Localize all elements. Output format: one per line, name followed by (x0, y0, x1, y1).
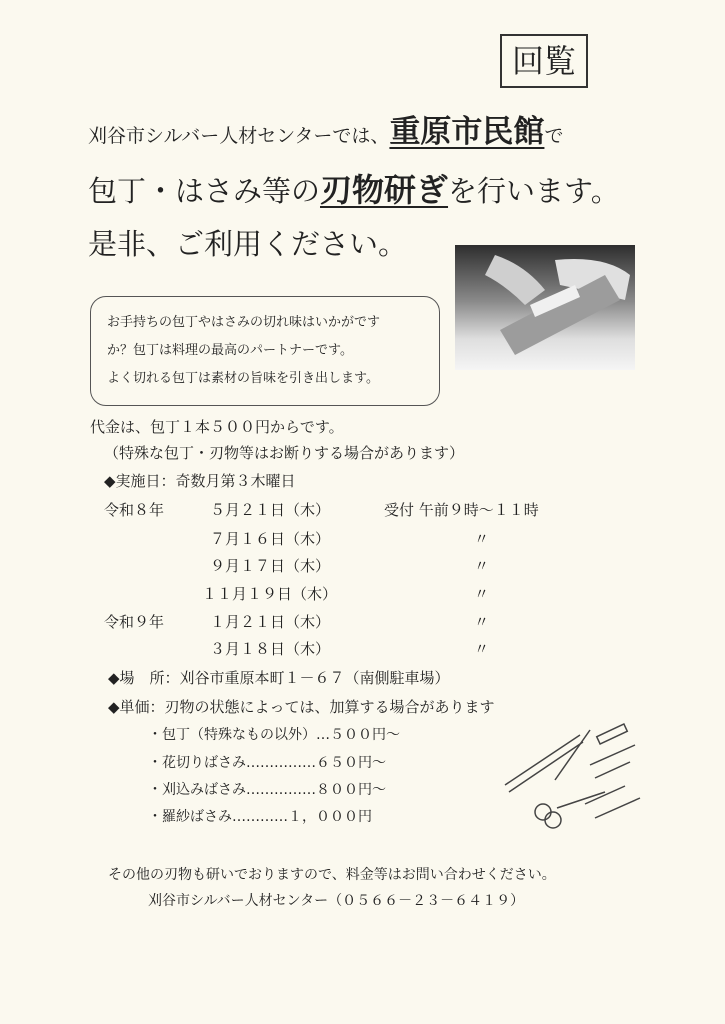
tools-illustration (495, 720, 645, 835)
schedule-reception: 受付 午前９時～１１時 (384, 501, 539, 519)
knife-sharpening-photo (455, 245, 635, 370)
price-item: ・刈込みばさみ……………８００円～ (148, 782, 386, 798)
message-line-1: お手持ちの包丁やはさみの切れ味はいかがです (107, 315, 381, 330)
base-price: 代金は、包丁１本５００円からです。 (90, 418, 344, 436)
footer-contact: 刈谷市シルバー人材センター（０５６６－２３－６４１９） (148, 893, 525, 909)
intro-line-2-prefix: 包丁・はさみ等の (88, 174, 321, 208)
price-item: ・包丁（特殊なもの以外）…５００円～ (148, 727, 400, 743)
schedule-reception: 〃 (474, 585, 490, 603)
intro-line-2 (88, 168, 620, 213)
schedule-date: ５月２１日（木） (210, 501, 331, 519)
intro-line-3: 是非、ご利用ください。 (88, 227, 408, 261)
schedule-date: ３月１８日（木） (210, 640, 331, 658)
footer-inquiry: その他の刃物も研いでおりますので、料金等はお問い合わせください。 (108, 867, 556, 883)
message-box (90, 296, 440, 406)
venue-name: 重原市民館 (389, 114, 545, 150)
circulate-stamp: 回覧 (500, 34, 588, 88)
intro-line-1-suffix: で (544, 125, 564, 147)
schedule-era: 令和８年 (104, 501, 165, 519)
schedule-heading: ◆実施日：奇数月第３木曜日 (104, 472, 296, 490)
intro-line-1-prefix: 刈谷市シルバー人材センターでは、 (88, 125, 390, 147)
message-line-3: よく切れる包丁は素材の旨味を引き出します。 (107, 371, 379, 386)
schedule-date: １１月１９日（木） (202, 585, 338, 603)
schedule-date: １月２１日（木） (210, 613, 331, 631)
message-line-2: か？包丁は料理の最高のパートナーです。 (107, 343, 353, 358)
price-item: ・羅紗ばさみ…………１，０００円 (148, 809, 372, 825)
schedule-date: ９月１７日（木） (210, 557, 331, 575)
intro-line-2-suffix: を行います。 (448, 174, 620, 208)
schedule-reception: 〃 (474, 613, 490, 631)
intro-line-1 (88, 112, 563, 156)
schedule-date: ７月１６日（木） (210, 530, 331, 548)
unit-price-heading: ◆単価：刃物の状態によっては、加算する場合があります (108, 698, 495, 716)
service-name: 刃物研ぎ (320, 171, 449, 209)
place: ◆場 所：刈谷市重原本町１－６７（南側駐車場） (108, 669, 450, 687)
schedule-reception: 〃 (474, 557, 490, 575)
schedule-reception: 〃 (474, 640, 490, 658)
schedule-reception: 〃 (474, 530, 490, 548)
price-note: （特殊な包丁・刃物等はお断りする場合があります） (104, 444, 465, 462)
schedule-era: 令和９年 (104, 613, 165, 631)
price-item: ・花切りばさみ……………６５０円～ (148, 755, 386, 771)
